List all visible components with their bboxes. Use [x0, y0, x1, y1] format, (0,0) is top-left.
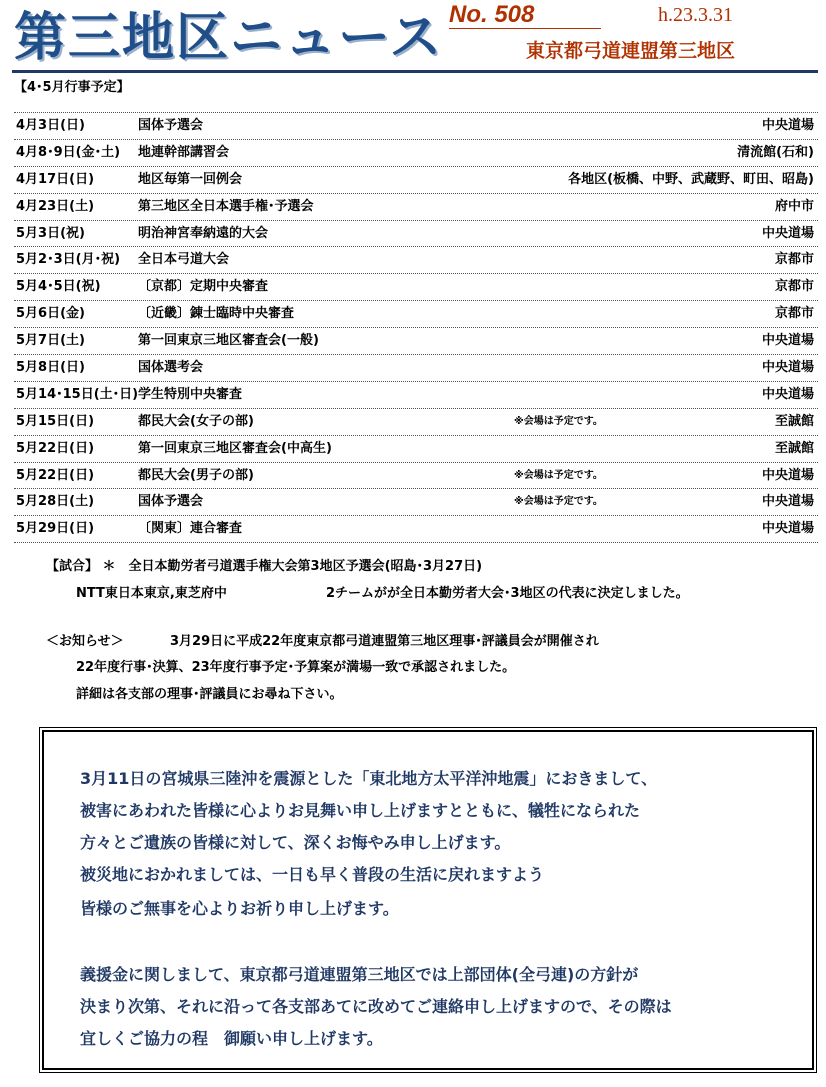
schedule-venue: 至誠館 [774, 413, 814, 429]
schedule-row [14, 112, 818, 139]
schedule-venue: 中央道場 [761, 386, 814, 402]
schedule-event: 国体予選会 [138, 494, 204, 510]
condolence-message-box [42, 730, 814, 1070]
schedule-venue: 清流館(石和) [737, 144, 814, 160]
schedule-venue: 中央道場 [761, 360, 814, 376]
schedule-event: 明治神宮奉納遠的大会 [138, 225, 269, 241]
message-line: 被害にあわれた皆様に心よりお見舞い申し上げますとともに、犠牲になられた [80, 801, 641, 820]
schedule-table [14, 112, 818, 543]
schedule-date: 5月22日(日) [16, 467, 95, 483]
schedule-date: 4月17日(日) [16, 171, 95, 187]
message-line: 義援金に関しまして、東京都弓道連盟第三地区では上部団体(全弓連)の方針が [80, 965, 639, 984]
schedule-row [14, 273, 818, 300]
schedule-date: 5月14･15日(土･日) [16, 386, 139, 402]
message-line: 方々とご遺族の皆様に対して、深くお悔やみ申し上げます。 [80, 833, 511, 852]
schedule-event: 第一回東京三地区審査会(一般) [138, 333, 319, 349]
schedule-date: 5月29日(日) [16, 521, 95, 537]
schedule-date: 5月7日(土) [16, 333, 85, 349]
header-rule [12, 70, 818, 73]
schedule-event: 都民大会(女子の部) [138, 413, 254, 429]
newsletter-title: 第三地区ニュース [14, 8, 444, 68]
schedule-event: 全日本弓道大会 [138, 252, 230, 268]
schedule-note: ※会場は予定です。 [514, 469, 603, 481]
schedule-date: 5月15日(日) [16, 413, 95, 429]
issue-date: h.23.3.31 [658, 4, 733, 26]
schedule-row [14, 462, 818, 489]
match-heading: 【試合】 ＊ 全日本勤労者弓道選手権大会第3地区予選会(昭島･3月27日) [46, 559, 483, 574]
schedule-row [14, 488, 818, 515]
schedule-venue: 中央道場 [761, 521, 814, 537]
schedule-event: 第一回東京三地区審査会(中高生) [138, 440, 332, 456]
issue-number: No. 508 [449, 2, 601, 29]
schedule-note: ※会場は予定です。 [514, 496, 603, 508]
schedule-event: 〔近畿〕錬士臨時中央審査 [138, 306, 295, 322]
schedule-row [14, 435, 818, 462]
schedule-event: 国体選考会 [138, 360, 204, 376]
schedule-event: 〔関東〕連合審査 [138, 521, 243, 537]
schedule-event: 第三地区全日本選手権･予選会 [138, 198, 314, 214]
message-line: 決まり次第、それに沿って各支部あてに改めてご連絡申し上げますので、その際は [80, 997, 672, 1016]
notice-line-1: 3月29日に平成22年度東京都弓道連盟第三地区理事･評議員会が開催され [170, 634, 599, 649]
schedule-row [14, 300, 818, 327]
schedule-row [14, 246, 818, 273]
schedule-date: 4月23日(土) [16, 198, 95, 214]
message-line: 被災地におかれましては、一日も早く普段の生活に戻れますよう [80, 865, 545, 884]
schedule-row [14, 327, 818, 354]
schedule-venue: 中央道場 [761, 118, 814, 133]
schedule-date: 5月2･3日(月･祝) [16, 252, 121, 268]
organization-name: 東京都弓道連盟第三地区 [526, 40, 736, 62]
notice-line-3: 詳細は各支部の理事･評議員にお尋ね下さい。 [76, 687, 343, 702]
schedule-row [14, 381, 818, 408]
schedule-venue: 中央道場 [761, 467, 814, 483]
schedule-event: 都民大会(男子の部) [138, 467, 254, 483]
notice-label: ＜お知らせ＞ [46, 634, 124, 649]
schedule-row [14, 166, 818, 193]
schedule-row [14, 354, 818, 381]
schedule-date: 5月8日(日) [16, 360, 85, 376]
schedule-venue: 至誠館 [774, 440, 814, 456]
schedule-date: 4月8･9日(金･土) [16, 144, 121, 160]
schedule-date: 5月4･5日(祝) [16, 279, 101, 295]
schedule-venue: 京都市 [774, 306, 814, 322]
schedule-venue: 京都市 [774, 252, 814, 268]
message-line: 皆様のご無事を心よりお祈り申し上げます。 [80, 899, 399, 918]
schedule-row [14, 515, 818, 543]
schedule-date: 5月3日(祝) [16, 225, 85, 241]
schedule-row [14, 408, 818, 435]
schedule-venue: 京都市 [774, 279, 814, 295]
schedule-venue: 各地区(板橋、中野、武蔵野、町田、昭島) [568, 171, 814, 187]
schedule-event: 〔京都〕定期中央審査 [138, 279, 269, 295]
schedule-row [14, 193, 818, 220]
schedule-section-label: 【4･5月行事予定】 [14, 80, 130, 95]
message-line: 宜しくご協力の程 御願い申し上げます。 [80, 1029, 383, 1048]
message-line: 3月11日の宮城県三陸沖を震源とした「東北地方太平洋沖地震」におきまして、 [80, 769, 658, 788]
schedule-row [14, 220, 818, 247]
schedule-date: 5月28日(土) [16, 494, 95, 510]
schedule-event: 地連幹部講習会 [138, 144, 230, 160]
schedule-venue: 中央道場 [761, 494, 814, 510]
schedule-event: 国体予選会 [138, 118, 204, 133]
schedule-date: 5月6日(金) [16, 306, 85, 322]
schedule-venue: 中央道場 [761, 225, 814, 241]
match-result: 2チームがが全日本勤労者大会･3地区の代表に決定しました。 [326, 586, 689, 601]
schedule-event: 地区毎第一回例会 [138, 171, 243, 187]
schedule-event: 学生特別中央審査 [138, 386, 243, 402]
notice-line-2: 22年度行事･決算、23年度行事予定･予算案が満場一致で承認されました。 [76, 660, 516, 675]
schedule-venue: 府中市 [774, 198, 814, 214]
match-teams: NTT東日本東京,東芝府中 [76, 586, 227, 601]
schedule-date: 5月22日(日) [16, 440, 95, 456]
schedule-date: 4月3日(日) [16, 118, 85, 133]
schedule-venue: 中央道場 [761, 333, 814, 349]
schedule-row [14, 139, 818, 166]
schedule-note: ※会場は予定です。 [514, 415, 603, 427]
